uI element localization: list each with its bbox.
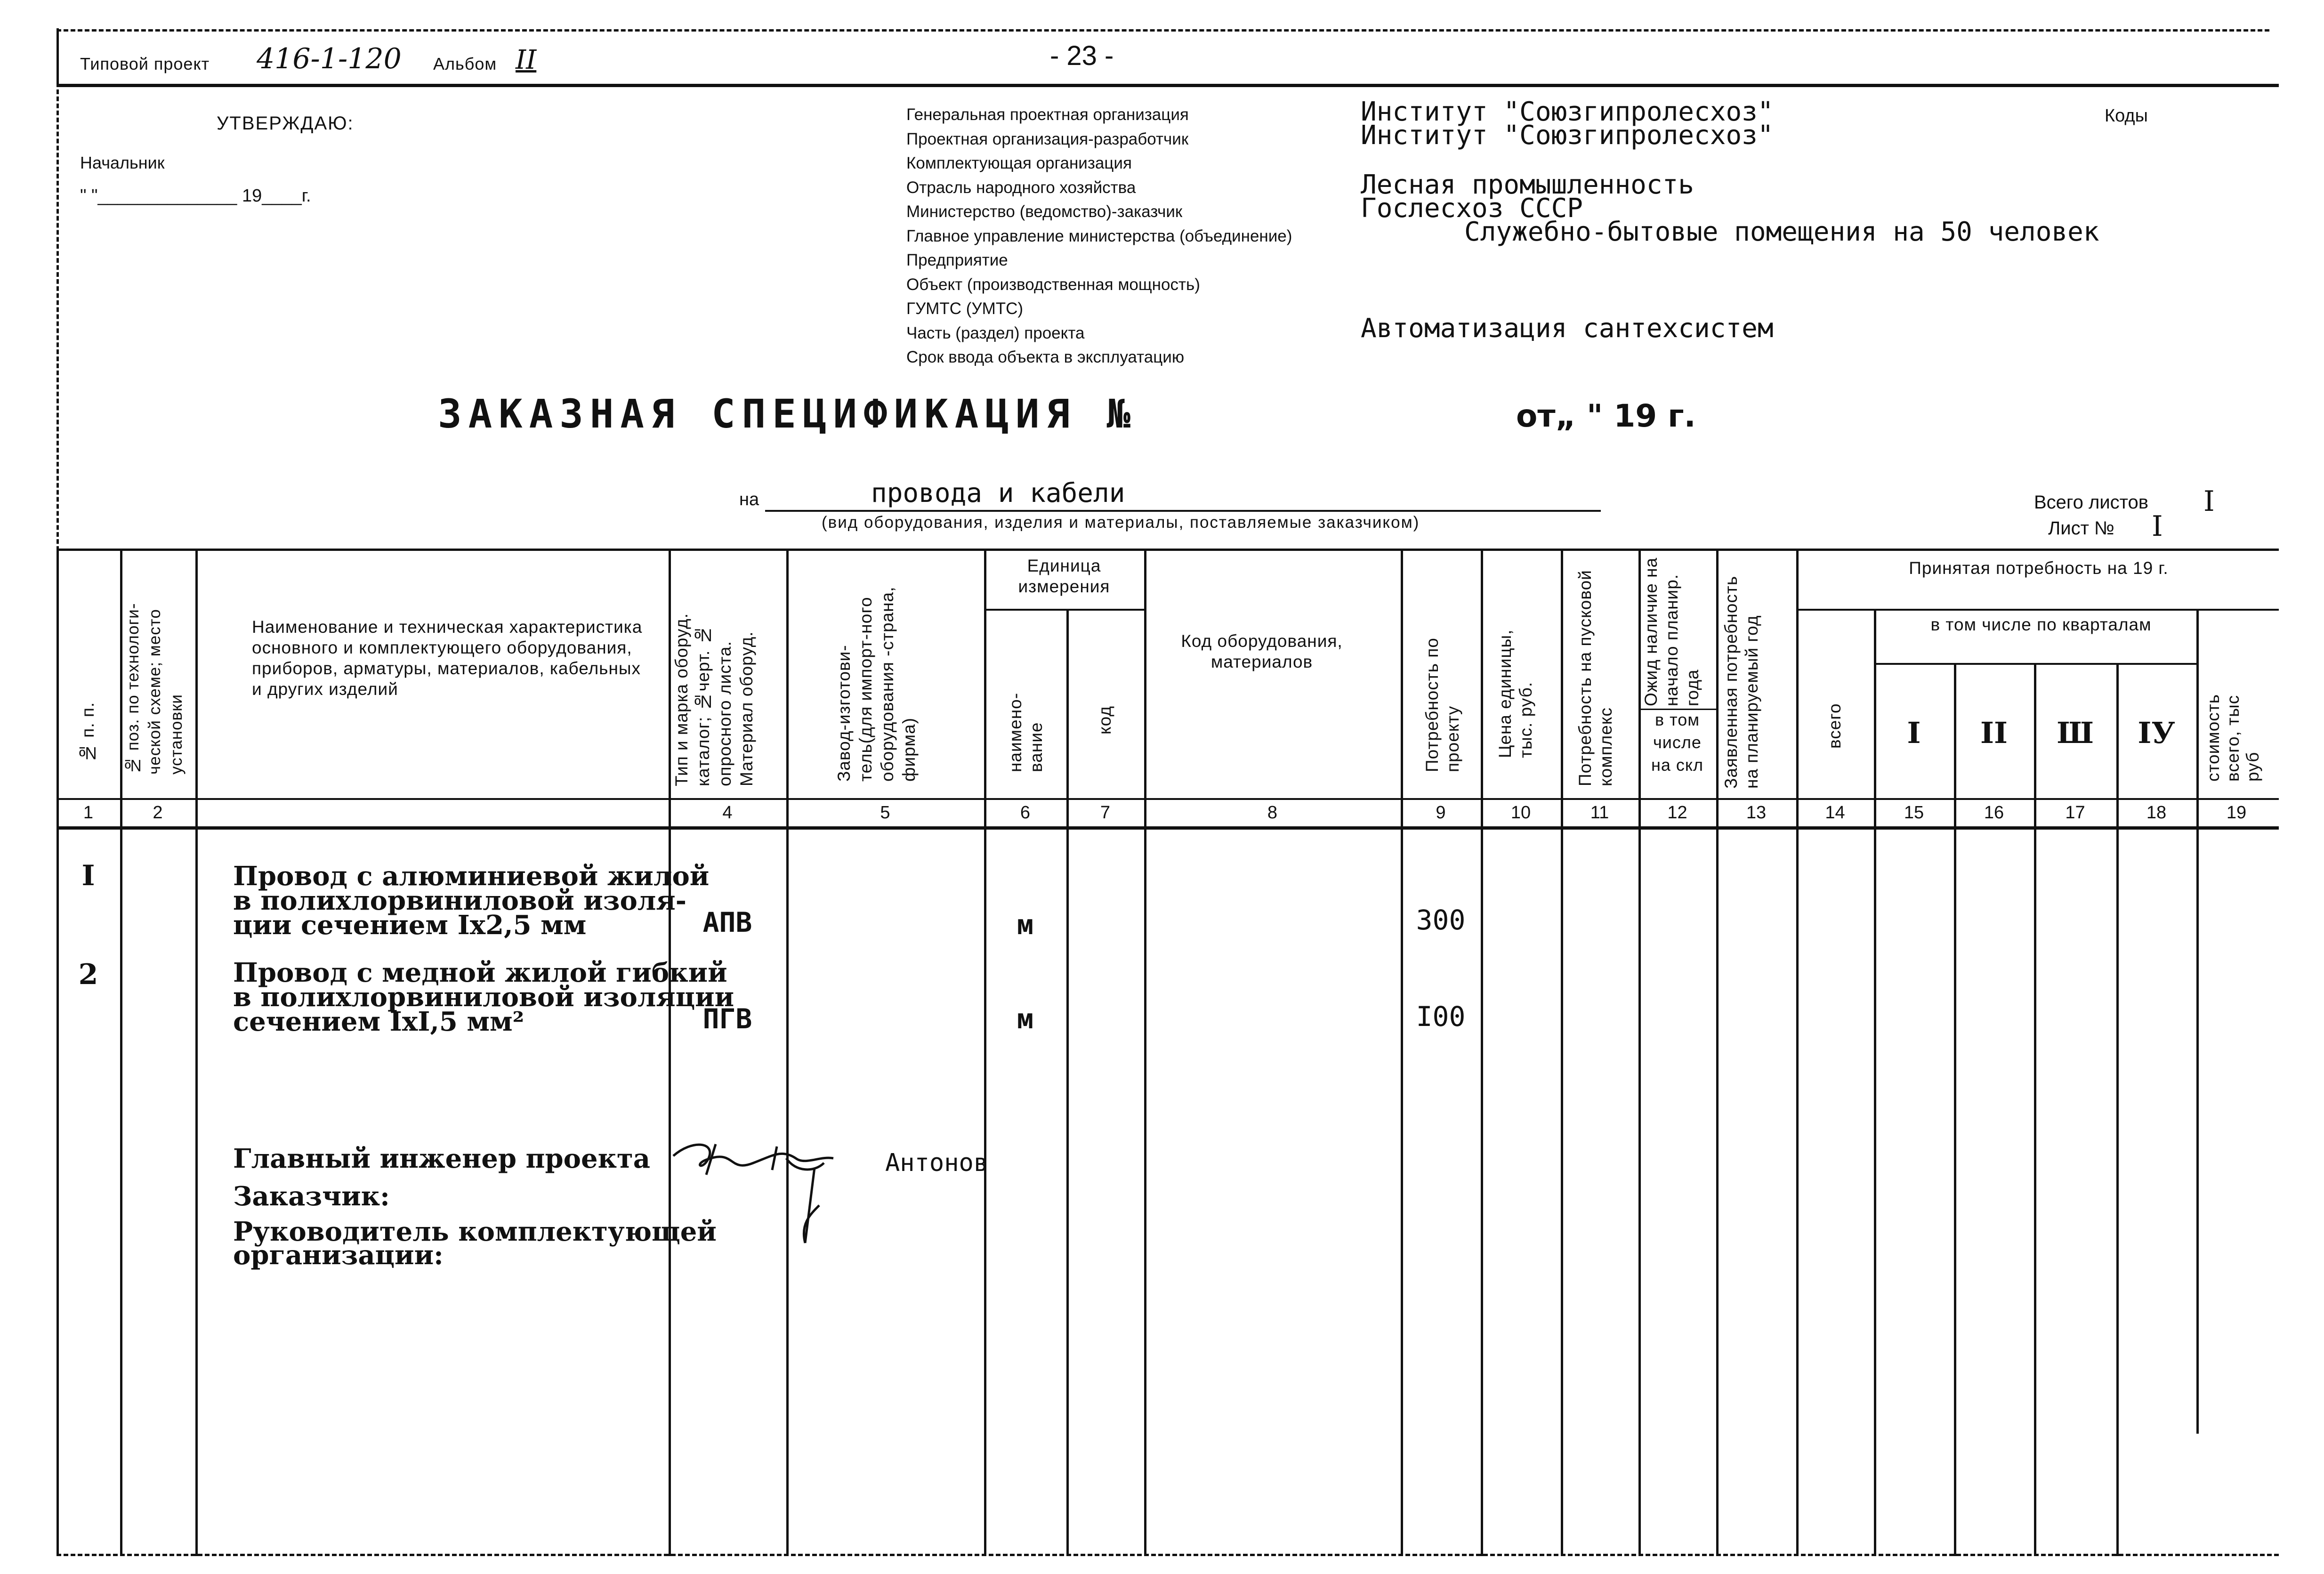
head-label-line2: организации: [233,1240,444,1271]
col-number: 14 [1825,803,1845,823]
col-line [1561,549,1563,1556]
org-label: Проектная организация-разработчик [906,129,1189,148]
subject-value: провода и кабели [871,478,1125,509]
header-expected-stock: Ожид наличие на начало планир. года [1641,557,1702,706]
header-startup-need: Потребность на пусковой комплекс [1575,570,1615,786]
sheet-number-label: Лист № [2048,518,2114,539]
subject-prefix: на [739,490,759,509]
org-label: ГУМТС (УМТС) [906,299,1024,318]
col-line [786,549,789,1556]
page-number: - 23 - [1050,40,1114,71]
signer-name: Антонов [885,1149,989,1177]
org-label: Срок ввода объекта в эксплуатацию [906,348,1185,366]
quarters-group-rule [1874,663,2199,665]
col-line [1066,610,1069,1556]
org-value-ministry: Гослесхоз СССР [1361,193,1583,224]
header-unit-group: Единица измерения [1018,556,1110,596]
col-line [1874,610,1876,1556]
org-label: Предприятие [906,251,1008,269]
top-left-border [56,28,59,85]
album-label: Альбом [433,54,497,73]
header-unit-code: код [1095,706,1114,735]
table-top-rule [56,549,2279,551]
header-item-no: № п. п. [78,702,97,763]
header-type: Тип и марка оборуд. каталог; №черт. № опросного листа. Материал оборуд. [672,613,756,786]
header-rule [56,84,2279,87]
header-quarters-group: в том числе по кварталам [1930,615,2152,634]
col-number: 9 [1436,803,1446,823]
col-number: 17 [2065,803,2085,823]
org-value-industry: Лесная промышленность [1361,170,1695,200]
header-cost: стоимость всего, тыс руб [2203,694,2262,782]
org-value-section: Автоматизация сантехсистем [1361,313,1774,344]
org-label: Часть (раздел) проекта [906,323,1085,342]
col-line [1401,549,1403,1556]
project-label: Типовой проект [80,54,210,73]
total-sheets-label: Всего листов [2034,492,2149,513]
handwritten-signature [664,1130,909,1252]
subject-underline [765,510,1601,512]
head-label-line1: Руководитель комплектующей [233,1216,717,1247]
org-label: Отрасль народного хозяйства [906,178,1136,197]
row-number: I [81,859,95,892]
header-equipment-code: Код оборудования, материалов [1181,631,1343,671]
org-label: Генеральная проектная организация [906,105,1189,124]
col-number: 6 [1020,803,1031,823]
header-position: № поз. по технологи-ческой схеме; место установки [124,603,186,775]
subject-caption: (вид оборудования, изделия и материалы, поставляемые заказчиком) [822,513,1420,532]
row-description [233,861,710,941]
org-value-developer: Институт "Союзгипролесхоз" [1361,120,1774,151]
col-number: 11 [1590,803,1609,823]
col-numbers-rule [56,826,2279,830]
project-number: 416-1-120 [257,42,402,75]
header-unit-name: наимено-вание [1006,692,1046,772]
col-line [1796,549,1799,1556]
chief-label: Начальник [80,153,165,172]
row-description-line: Провод с медной жилой гибкий [233,957,727,988]
col-number: 12 [1667,803,1687,823]
row-description-line: ции сечением Iх2,5 мм [233,910,587,941]
approve-label: УТВЕРЖДАЮ: [217,113,354,134]
sheet-number-value: I [2152,510,2163,543]
header-quarter-1: I [1907,716,1921,750]
col-line [1716,549,1719,1556]
col-line [56,549,59,1556]
org-label: Главное управление министерства (объединение) [906,226,1292,245]
bottom-dashed-border [56,1554,2279,1556]
col-number: 10 [1510,803,1531,823]
col-line [1144,549,1146,1556]
col-number: 2 [153,803,163,823]
customer-label: Заказчик: [233,1181,390,1212]
top-dashed-border [56,29,2269,32]
org-label: Объект (производственная мощность) [906,275,1200,294]
col-line [195,549,198,1556]
header-unit-price: Цена единицы, тыс. руб. [1495,629,1535,758]
header-accepted-group: Принятая потребность на 19 г. [1909,558,2169,578]
col-number: 4 [722,803,733,823]
org-label: Комплектующая организация [906,154,1132,172]
col-line [1481,549,1483,1556]
title-date: от„ " 19 г. [1516,398,1696,434]
col-number: 7 [1100,803,1111,823]
row-description-line: в полихлорвиниловой изоляции [233,982,734,1013]
col-number: 19 [2226,803,2247,823]
header-manufacturer: Завод-изготови-тель(для импорт-ного оборудования -страна, фирма) [834,586,919,782]
header-total: всего [1825,703,1844,749]
col-number: 13 [1746,803,1767,823]
codes-label: Коды [2105,106,2148,126]
row-quantity: 300 [1416,904,1466,936]
row-quantity: I00 [1416,1001,1466,1033]
header-bottom-rule [56,798,2279,800]
col-line [2196,610,2199,1434]
col-number: 5 [880,803,890,823]
row-description-line: сечением IхI,5 мм² [233,1006,525,1037]
col-number: 16 [1984,803,2004,823]
row-type: ПГВ [702,1003,752,1035]
album-number: II [516,45,537,75]
header-description: Наименование и техническая характеристика основного и комплектующего оборудования, приборов, арматуры, материалов, кабельных и других изделий [252,617,643,699]
org-value-general: Институт "Союзгипролесхоз" [1361,97,1774,127]
col-number: 15 [1904,803,1924,823]
chief-engineer-label: Главный инженер проекта [233,1143,651,1174]
row-description-line: в полихлорвиниловой изоля- [233,885,686,916]
left-dashed-border [56,89,59,551]
org-label: Министерство (ведомство)-заказчик [906,202,1183,221]
total-sheets-value: I [2203,485,2215,518]
header-project-need: Потребность по проекту [1422,638,1462,772]
header-quarter-4: IУ [2138,716,2175,750]
row-unit: м [1017,1003,1033,1035]
row-number: 2 [78,958,98,991]
document-title: ЗАКАЗНАЯ СПЕЦИФИКАЦИЯ № [438,391,1138,437]
header-quarter-3: Ш [2057,716,2094,750]
col-number: 18 [2146,803,2167,823]
header-quarter-2: II [1980,716,2008,750]
org-labels [906,103,1292,370]
unit-group-rule [984,609,1144,611]
org-value-department: Служебно-бытовые помещения на 50 человек [1464,217,2099,247]
header-planned-need: Заявленная потребность на планируемый год [1721,575,1761,789]
col-number: 1 [83,803,94,823]
row-type: АПВ [702,906,752,938]
header-stock-detail: в том числе на скл [1651,710,1704,775]
row-description-line: Провод с алюминиевой жилой [233,861,710,892]
col-line [984,549,986,1556]
approval-date-line: " "______________ 19____г. [80,186,311,206]
accepted-group-rule [1796,609,2279,611]
row-description [233,957,734,1037]
col-number: 8 [1267,803,1278,823]
row-unit: м [1017,909,1033,941]
